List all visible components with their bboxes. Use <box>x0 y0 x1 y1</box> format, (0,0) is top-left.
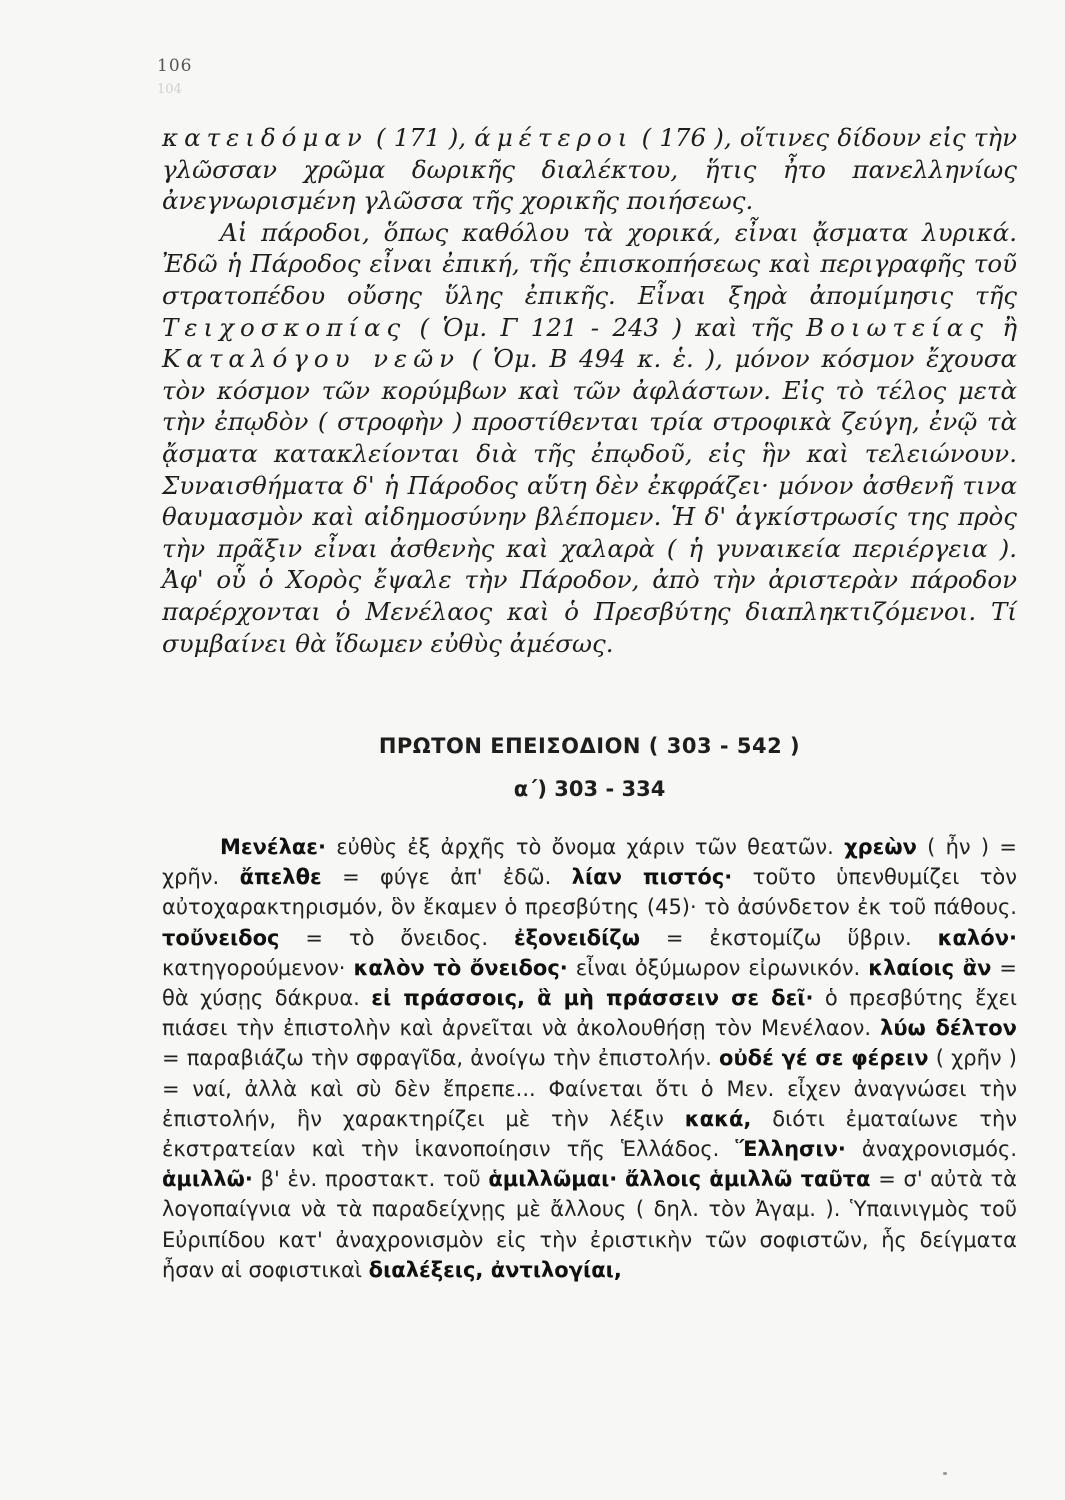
commentary-italic-section <box>162 122 1017 659</box>
gloss-text: εἶναι ὀξύμωρον εἰρωνικόν. <box>567 955 869 980</box>
subsection-heading: α΄) 303 - 334 <box>513 777 666 801</box>
lemma-term: ἁμιλλῶμαι· <box>488 1167 618 1192</box>
gloss-text: ( χρῆν ) = ναί, ἀλλὰ καὶ σὺ δὲν ἔπρεπε... Φαίνεται ὅτι ὁ Μεν. εἶχεν ἀναγνώσει τὴν ἐπιστολήν, ἣν χαρακτηρίζει μὲ τὴν λέξιν <box>162 1046 1017 1131</box>
gloss-text: = θὰ χύσῃς δάκρυα. <box>162 955 1017 1011</box>
paragraph-2 <box>162 217 1017 659</box>
gloss-text: ( ἦν ) = χρῆν. <box>162 835 1017 890</box>
scan-speck <box>943 1472 947 1475</box>
lemma-term: Ἕλλησιν· <box>735 1137 846 1162</box>
lemma-term: καλόν· <box>937 925 1017 950</box>
gloss-text: = παραβιάζω τὴν σφραγῖδα, ἀνοίγω τὴν ἐπιστολήν. <box>162 1046 720 1071</box>
lemma-term: καλὸν τὸ ὄνειδος· <box>353 955 568 980</box>
spaced-word: άμέτεροι <box>474 123 634 152</box>
page-number: 106 <box>157 56 193 76</box>
lemma-term: οὐδέ γέ σε φέρειν <box>719 1046 929 1071</box>
lemma-term: διαλέξεις, ἀντιλογίαι, <box>368 1257 622 1282</box>
spaced-word: Καταλόγου νεῶν <box>162 344 461 374</box>
glossary-paragraph <box>162 832 1017 1285</box>
text-run: ἢ <box>989 312 1017 342</box>
spaced-word: Βοιωτείας <box>806 312 990 342</box>
section-heading: ΠΡΩΤΟΝ ΕΠΕΙΣΟΔΙΟΝ ( 303 - 542 ) <box>378 734 801 758</box>
lemma-term: λίαν πιστός· <box>571 865 733 890</box>
paragraph-1 <box>162 122 1017 217</box>
text-run: ( Ὁμ. Β 494 κ. ἑ. ), μόνον κόσμον ἔχουσα τὸν κόσμον τῶν κορύμβων καὶ τῶν ἀφλάστων. Εἰς τὸ τέλος μετὰ τὴν ἐπῳδὸν ( στροφὴν ) προστίθενται τρία στροφικὰ ζεύγη, ἐνῷ τὰ ᾄσματα κατακλείονται διὰ τῆς ἐπῳδοῦ, εἰς ἣν καὶ τελειώνουν. Συναισθήματα δ' ἡ Πάροδος αὕτη δὲν ἐκφράζει· μόνον ἀσθενῆ τινα θαυμασμὸν καὶ αἰδημοσύνην βλέπομεν. Ἡ δ' ἀγκίστρωσίς της πρὸς τὴν πρᾶξιν εἶναι ἀσθενὴς καὶ χαλαρὰ ( ἡ γυναικεία περιέργεια ). Ἀφ' οὗ ὁ Χορὸς ἔψαλε τὴν Πάροδον, ἀπὸ τὴν ἀριστερὰν πάροδον παρέρχονται ὁ Μενέλαος καὶ ὁ Πρεσβύτης διαπληκτιζόμενοι. Τί συμβαίνει θὰ ἴδωμεν εὐθὺς ἀμέσως. <box>162 344 1017 658</box>
text-run: ( 176 ), οἵτινες δίδουν εἰς τὴν γλῶσσαν χρῶμα δωρικῆς διαλέκτου, ἥτις ἦτο πανελληνίως ἀνεγνωρισμένη γλῶσσα τῆς χορικῆς ποιήσεως. <box>162 123 1017 216</box>
gloss-text: κατηγορούμενον· <box>162 955 354 980</box>
lemma-term: λύω δέλτον <box>880 1016 1017 1041</box>
lemma-term: ἐξονειδίζω <box>513 925 640 950</box>
gloss-text: = φύγε ἀπ' ἐδῶ. <box>321 865 572 890</box>
text-run: ( 171 ), <box>367 123 475 152</box>
gloss-text <box>617 1167 625 1191</box>
glossary-section <box>162 832 1017 1285</box>
lemma-term: Μενέλαε· <box>220 835 326 859</box>
lemma-term: ἄλλοις ἁμιλλῶ ταῦτα <box>624 1167 871 1192</box>
gloss-text: τοῦτο ὑπενθυμίζει τὸν αὐτοχαρακτηρισμόν, ὃν ἔκαμεν ὁ πρεσβύτης (45)· τὸ ἀσύνδετον ἐκ τοῦ πάθους. <box>162 865 1017 920</box>
gloss-text: = τὸ ὄνειδος. <box>279 925 514 950</box>
gloss-text: διότι ἐματαίωνε τὴν ἐκστρατείαν καὶ τὴν ἱκανοποίησιν τῆς Ἑλλάδος. <box>162 1106 1017 1162</box>
lemma-term: εἰ πράσσοις, ἃ μὴ πράσσειν σε δεῖ· <box>371 986 814 1011</box>
lemma-term: κακά, <box>684 1106 752 1131</box>
text-run: ( Ὁμ. Γ 121 - 243 ) καὶ τῆς <box>406 312 807 342</box>
lemma-term: κλαίοις ἂν <box>868 955 992 980</box>
text-run: Αἱ πάροδοι, ὅπως καθόλου τὰ χορικά, εἶναι ᾄσματα λυρικά. Ἐδῶ ἡ Πάροδος εἶναι ἐπική, τῆς ἐπισκοπήσεως καὶ περιγραφῆς τοῦ στρατοπέδου οὔσης ὕλης ἐπικῆς. Εἶναι ξηρὰ ἀπομίμησις τῆς <box>162 217 1017 310</box>
lemma-term: χρεὼν <box>844 835 917 859</box>
gloss-text: β' ἑν. προστακτ. τοῦ <box>252 1167 489 1192</box>
gloss-text: = σ' αὐτὰ τὰ λογοπαίγνια νὰ τὰ παραδείχνῃς μὲ ἄλλους ( δηλ. τὸν Ἀγαμ. ). Ὑπαινιγμὸς τοῦ Εὐριπίδου κατ' ἀναχρονισμὸν εἰς τὴν ἐριστικὴν τῶν σοφιστῶν, ἧς δείγματα ἦσαν αἱ σοφιστικαὶ <box>162 1167 1017 1282</box>
bleed-through-page-number: 104 <box>157 82 182 97</box>
spaced-word: κατειδόμαν <box>162 123 368 152</box>
gloss-text: ἀναχρονισμός. <box>845 1137 1017 1162</box>
gloss-text: εὐθὺς ἐξ ἀρχῆς τὸ ὄνομα χάριν τῶν θεατῶν. <box>325 835 845 859</box>
gloss-text: ὁ πρεσβύτης ἔχει πιάσει τὴν ἐπιστολὴν καὶ ἀρνεῖται νὰ ἀκολουθήσῃ τὸν Μενέλαον. <box>162 986 1018 1041</box>
spaced-word: Τειχοσκοπίας <box>162 312 407 342</box>
gloss-text: = ἐκστομίζω ὕβριν. <box>639 925 938 950</box>
lemma-term: ἁμιλλῶ· <box>162 1167 253 1192</box>
lemma-term: ἄπελθε <box>239 865 322 890</box>
lemma-term: τοὔνειδος <box>162 925 280 950</box>
